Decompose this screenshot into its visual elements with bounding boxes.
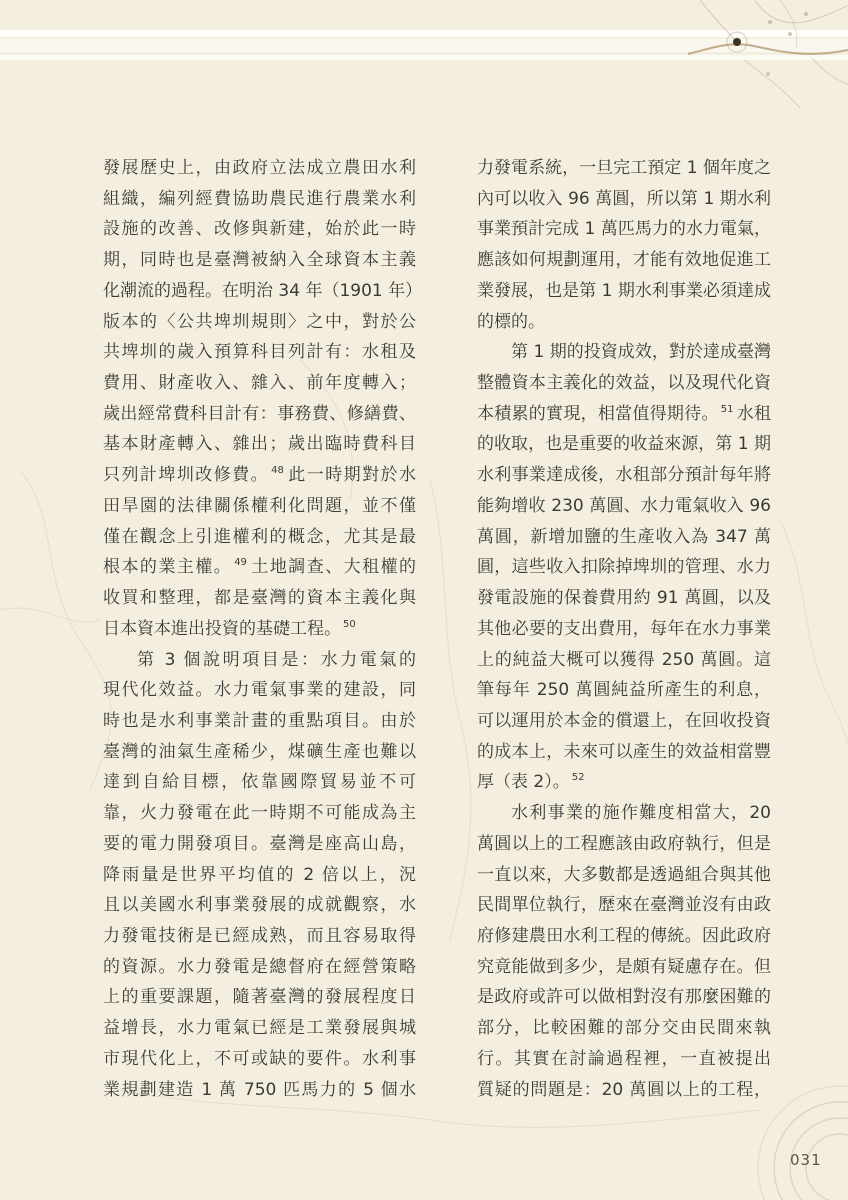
text-line	[103, 522, 416, 553]
text-column-left	[103, 153, 423, 1105]
text-line	[477, 614, 771, 645]
text-line	[103, 184, 416, 215]
faint-map-line	[0, 608, 100, 622]
text-line	[477, 491, 771, 522]
text-run: 的成本上，未來可以產生的效益相當豐	[477, 741, 771, 762]
text-line	[103, 153, 416, 184]
paragraph	[477, 798, 771, 1105]
text-line	[477, 798, 771, 829]
footnote-marker: 48	[271, 465, 284, 477]
text-line	[477, 675, 771, 706]
text-run: 降雨量是世界平均值的 2 倍以上，況	[103, 864, 416, 885]
text-line	[103, 952, 416, 983]
text-line	[477, 921, 771, 952]
map-line	[700, 0, 737, 42]
map-dot	[768, 20, 772, 24]
text-line	[103, 429, 416, 460]
text-run: 民間單位執行，歷來在臺灣並沒有由政	[477, 895, 771, 916]
text-run: 萬圓以上的工程應該由政府執行，但是	[477, 833, 771, 854]
text-run: 質疑的問題是：20 萬圓以上的工程，	[477, 1079, 771, 1100]
text-run: 的資源。水力發電是總督府在經營策略	[103, 956, 416, 977]
corner-ring	[758, 1086, 848, 1200]
map-decoration	[688, 0, 848, 108]
text-line	[477, 860, 771, 891]
paragraph	[477, 337, 771, 798]
text-line	[103, 552, 416, 583]
text-line	[103, 614, 416, 645]
text-run: 僅在觀念上引進權利的概念，尤其是最	[103, 526, 416, 547]
text-run: 只列計埤圳改修費。	[103, 465, 270, 486]
text-run: 市現代化上，不可或缺的要件。水利事	[103, 1048, 416, 1069]
map-line	[744, 60, 800, 108]
text-run: 基本財產轉入、雜出；歲出臨時費科目	[103, 434, 416, 455]
text-run: 現代化效益。水力電氣事業的建設，同	[103, 680, 416, 701]
text-line	[103, 829, 416, 860]
text-run: 發電設施的保養費用約 91 萬圓，以及	[477, 588, 771, 609]
text-line	[103, 245, 416, 276]
text-line	[103, 921, 416, 952]
text-line	[103, 583, 416, 614]
text-run: 水租	[736, 403, 772, 424]
text-line	[103, 737, 416, 768]
text-run: 化潮流的過程。在明治 34 年（1901 年）	[103, 280, 423, 301]
text-run: 靠，火力發電在此一時期不可能成為主	[103, 803, 416, 824]
header-band	[0, 30, 848, 60]
text-run: 設施的改善、改修與新建，始於此一時	[103, 219, 416, 240]
text-line	[103, 890, 416, 921]
text-run: 益增長，水力電氣已經是工業發展與城	[103, 1018, 416, 1039]
text-line	[103, 399, 416, 430]
text-line	[477, 460, 771, 491]
map-marker-ring	[727, 32, 747, 52]
text-line	[477, 829, 771, 860]
text-line	[103, 1075, 416, 1106]
header-stripe	[0, 30, 848, 37]
text-line	[477, 890, 771, 921]
faint-map-line	[430, 480, 471, 940]
map-line	[812, 58, 848, 84]
text-run: 組織，編列經費協助農民進行農業水利	[103, 188, 416, 209]
text-run: 且以美國水利事業發展的成就觀察，水	[103, 895, 416, 916]
text-run: 厚（表 2）。	[477, 772, 570, 793]
text-line	[477, 184, 771, 215]
text-run: 臺灣的油氣生產稀少，煤礦生產也難以	[103, 741, 416, 762]
text-run: 應該如何規劃運用，才能有效地促進工	[477, 250, 771, 271]
text-line	[103, 706, 416, 737]
text-line	[103, 276, 423, 307]
text-line	[477, 706, 771, 737]
text-run: 業發展，也是第 1 期水利事業必須達成	[477, 280, 771, 301]
map-marker-dot	[733, 38, 741, 46]
text-run: 府修建農田水利工程的傳統。因此政府	[477, 925, 771, 946]
paragraph	[477, 153, 771, 337]
text-line	[103, 491, 416, 522]
text-line	[103, 1013, 416, 1044]
faint-map-line	[780, 520, 848, 780]
faint-map-line	[20, 470, 111, 790]
text-line	[477, 982, 771, 1013]
text-run: 圓，這些收入扣除掉埤圳的管理、水力	[477, 557, 771, 578]
map-line	[780, 0, 797, 48]
text-line	[477, 522, 771, 553]
text-line	[477, 1044, 771, 1075]
text-run: 的收取，也是重要的收益來源，第 1 期	[477, 434, 771, 455]
footnote-marker: 52	[571, 772, 585, 784]
text-run: 時也是水利事業計畫的重點項目。由於	[103, 710, 416, 731]
map-dot	[788, 32, 792, 36]
text-run: 整體資本主義化的效益，以及現代化資	[477, 373, 771, 394]
text-line	[103, 860, 416, 891]
text-run: 能夠增收 230 萬圓、水力電氣收入 96	[477, 495, 771, 516]
text-run: 萬圓，新增加鹽的生產收入為 347 萬	[477, 526, 771, 547]
text-line	[477, 214, 771, 245]
text-line	[477, 1013, 771, 1044]
text-line	[477, 1075, 771, 1106]
map-dot	[804, 12, 808, 16]
text-run: 歲出經常費科目計有：事務費、修繕費、	[103, 403, 416, 424]
text-line	[477, 276, 771, 307]
text-run: 達到自給目標，依靠國際貿易並不可	[103, 772, 416, 793]
text-line	[477, 952, 771, 983]
text-line	[103, 798, 416, 829]
text-run: 日本資本進出投資的基礎工程。	[103, 618, 341, 639]
header-stripe	[0, 39, 848, 52]
text-line	[103, 460, 416, 491]
text-run: 部分，比較困難的部分交由民間來執	[477, 1018, 771, 1039]
text-run: 第 3 個說明項目是：水力電氣的	[137, 649, 416, 670]
text-line	[477, 337, 771, 368]
footnote-marker: 49	[234, 557, 247, 569]
text-line	[477, 552, 771, 583]
text-run: 版本的〈公共埤圳規則〉之中，對於公	[103, 311, 416, 332]
text-run: 根本的業主權。	[103, 557, 233, 578]
text-line	[477, 583, 771, 614]
text-line	[103, 675, 416, 706]
text-run: 上的重要課題，隨著臺灣的發展程度日	[103, 987, 416, 1008]
text-line	[103, 368, 416, 399]
paragraph	[103, 153, 423, 645]
map-river-line	[688, 44, 848, 54]
text-line	[477, 429, 771, 460]
text-line	[477, 368, 771, 399]
text-line	[477, 153, 771, 184]
paragraph	[103, 645, 416, 1106]
text-line	[477, 645, 771, 676]
text-run: 要的電力開發項目。臺灣是座高山島，	[103, 833, 416, 854]
map-line	[755, 0, 848, 23]
text-run: 行。其實在討論過程裡，一直被提出	[477, 1048, 771, 1069]
text-run: 力發電技術是已經成熟，而且容易取得	[103, 925, 416, 946]
text-line	[103, 645, 416, 676]
page-number: 031	[790, 1151, 822, 1169]
text-run: 期，同時也是臺灣被納入全球資本主義	[103, 250, 416, 271]
text-run: 共埤圳的歲入預算科目列計有：水租及	[103, 342, 416, 363]
text-line	[103, 982, 416, 1013]
text-run: 一直以來，大多數都是透過組合與其他	[477, 864, 771, 885]
text-run: 力發電系統，一旦完工預定 1 個年度之	[477, 158, 771, 178]
text-run: 內可以收入 96 萬圓，所以第 1 期水利	[477, 188, 771, 209]
text-run: 水利事業的施作難度相當大，20	[511, 803, 771, 824]
map-dot	[766, 72, 770, 76]
text-run: 發展歷史上，由政府立法成立農田水利	[103, 158, 416, 178]
text-run: 費用、財產收入、雜入、前年度轉入；	[103, 373, 416, 394]
text-run: 可以運用於本金的償還上，在回收投資	[477, 710, 771, 731]
text-line	[103, 767, 416, 798]
corner-rings	[758, 1086, 848, 1200]
text-line	[477, 737, 771, 768]
text-line	[103, 307, 416, 338]
text-run: 事業預計完成 1 萬匹馬力的水力電氣，	[477, 219, 771, 240]
text-run: 水利事業達成後，水租部分預計每年將	[477, 465, 771, 486]
text-line	[477, 399, 771, 430]
text-run: 此一時期對於水	[286, 465, 417, 486]
text-run: 本積累的實現，相當值得期待。	[477, 403, 719, 424]
text-run: 是政府或許可以做相對沒有那麼困難的	[477, 987, 771, 1008]
text-run: 筆每年 250 萬圓純益所產生的利息，	[477, 680, 771, 701]
text-line	[477, 307, 771, 338]
text-line	[103, 337, 416, 368]
text-line	[477, 245, 771, 276]
text-run: 土地調查、大租權的	[249, 557, 417, 578]
text-run: 上的純益大概可以獲得 250 萬圓。這	[477, 649, 771, 670]
text-line	[103, 214, 416, 245]
text-line	[477, 767, 771, 798]
text-run: 田旱園的法律關係權利化問題，並不僅	[103, 495, 416, 516]
text-run: 收買和整理，都是臺灣的資本主義化與	[103, 588, 416, 609]
text-run: 究竟能做到多少，是頗有疑慮存在。但	[477, 956, 771, 977]
footnote-marker: 50	[343, 618, 356, 630]
text-run: 業規劃建造 1 萬 750 匹馬力的 5 個水	[103, 1079, 416, 1100]
footnote-marker: 51	[720, 403, 734, 415]
text-column-right	[477, 153, 771, 1105]
text-line	[103, 1044, 416, 1075]
text-run: 的標的。	[477, 311, 545, 332]
header-stripe	[0, 55, 848, 60]
text-run: 其他必要的支出費用，每年在水力事業	[477, 618, 771, 639]
text-run: 第 1 期的投資成效，對於達成臺灣	[511, 342, 771, 363]
